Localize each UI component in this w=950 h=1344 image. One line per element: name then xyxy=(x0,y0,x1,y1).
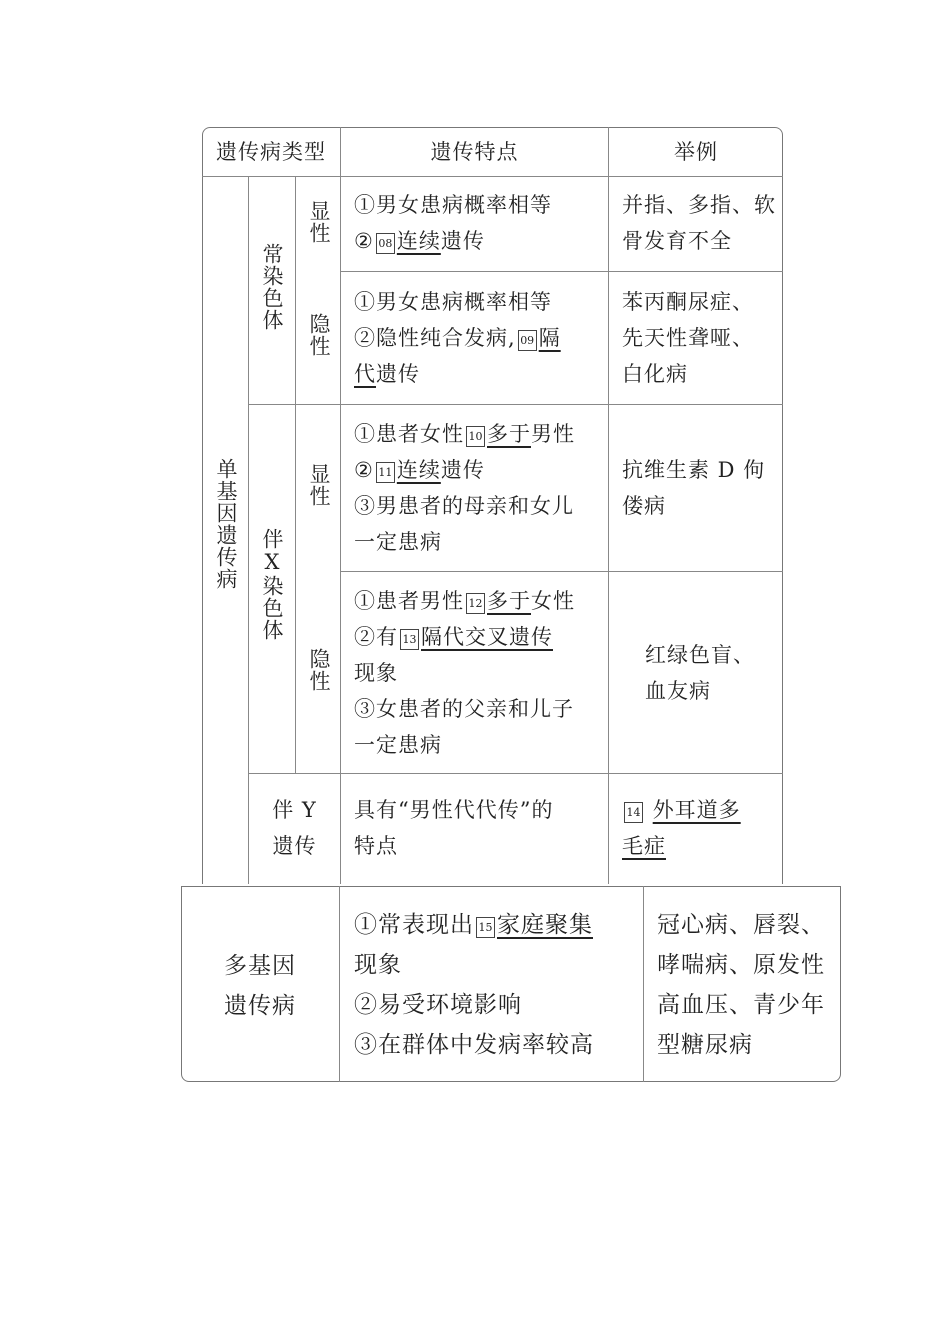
blank-number-badge: 08 xyxy=(376,233,395,254)
row-divider xyxy=(249,773,783,774)
xd-features: ①患者女性 10 多于男性 ② 11 连续遗传 ③男患者的母亲和女儿 一定患病 xyxy=(354,422,575,554)
single-gene-label: 单基因遗传病 xyxy=(214,458,238,590)
multi-gene-label: 多基因 遗传病 xyxy=(224,953,296,1019)
dominant-label: 显性 xyxy=(307,463,331,507)
row-divider xyxy=(341,571,783,572)
col-divider xyxy=(643,886,644,1082)
ar-examples: 苯丙酮尿症、 先天性聋哑、 白化病 xyxy=(622,290,754,386)
fill-in-answer: 连续 xyxy=(396,458,441,482)
blank-number-badge: 09 xyxy=(518,330,537,351)
xr-features: ①患者男性 12 多于女性 ②有 13 隔代交叉遗传 现象 ③女患者的父亲和儿子 一定患病 xyxy=(354,589,575,757)
fill-in-answer: 代 xyxy=(354,362,376,386)
y-linked-label: 伴 Y 遗传 xyxy=(272,798,317,858)
col-divider xyxy=(295,176,296,773)
header-features: 遗传特点 xyxy=(430,140,519,164)
blank-number-badge: 13 xyxy=(400,629,419,650)
blank-number-badge: 10 xyxy=(466,426,485,447)
header-examples: 举例 xyxy=(674,140,718,164)
xr-examples: 红绿色盲、 血友病 xyxy=(645,643,755,703)
row-divider xyxy=(249,404,783,405)
multi-features: ①常表现出 15 家庭聚集 现象 ②易受环境影响 ③在群体中发病率较高 xyxy=(354,912,594,1058)
ad-examples: 并指、多指、软 骨发育不全 xyxy=(622,193,776,253)
fill-in-answer: 家庭聚集 xyxy=(497,912,593,938)
blank-number-badge: 15 xyxy=(476,917,495,938)
col-divider xyxy=(248,176,249,884)
blank-number-badge: 12 xyxy=(466,593,485,614)
x-linked-label: 伴X染色体 xyxy=(260,528,284,641)
col-divider xyxy=(340,127,341,884)
header-type: 遗传病类型 xyxy=(216,140,326,164)
col-divider xyxy=(608,127,609,884)
y-examples xyxy=(622,792,780,864)
autosomal-label: 常染色体 xyxy=(260,243,284,331)
ar-features: ①男女患病概率相等 ②隐性纯合发病, 09 隔 代遗传 xyxy=(354,290,561,386)
dominant-label: 显性 xyxy=(307,200,331,244)
blank-number-badge: 14 xyxy=(624,802,643,823)
col-divider xyxy=(339,886,340,1082)
fill-in-answer: 多于 xyxy=(487,589,531,613)
fill-in-answer: 外耳道多 xyxy=(652,798,741,822)
fill-in-answer: 隔代交叉遗传 xyxy=(421,625,553,649)
recessive-label: 隐性 xyxy=(307,313,331,357)
fill-in-answer: 连续 xyxy=(396,229,441,253)
fill-in-answer: 毛症 xyxy=(622,834,666,858)
ad-features: ①男女患病概率相等 ② 08 连续遗传 xyxy=(354,193,552,253)
fill-in-answer: 隔 xyxy=(538,326,561,350)
blank-number-badge: 11 xyxy=(376,462,395,483)
row-divider xyxy=(341,271,783,272)
fill-in-answer: 多于 xyxy=(487,422,531,446)
header-divider xyxy=(202,176,783,177)
multi-examples: 冠心病、唇裂、 哮喘病、原发性 高血压、青少年 型糖尿病 xyxy=(657,912,825,1058)
xd-examples: 抗维生素 D 佝 偻病 xyxy=(622,458,766,518)
y-features: 具有“男性代代传”的 特点 xyxy=(354,798,554,858)
recessive-label: 隐性 xyxy=(307,648,331,692)
